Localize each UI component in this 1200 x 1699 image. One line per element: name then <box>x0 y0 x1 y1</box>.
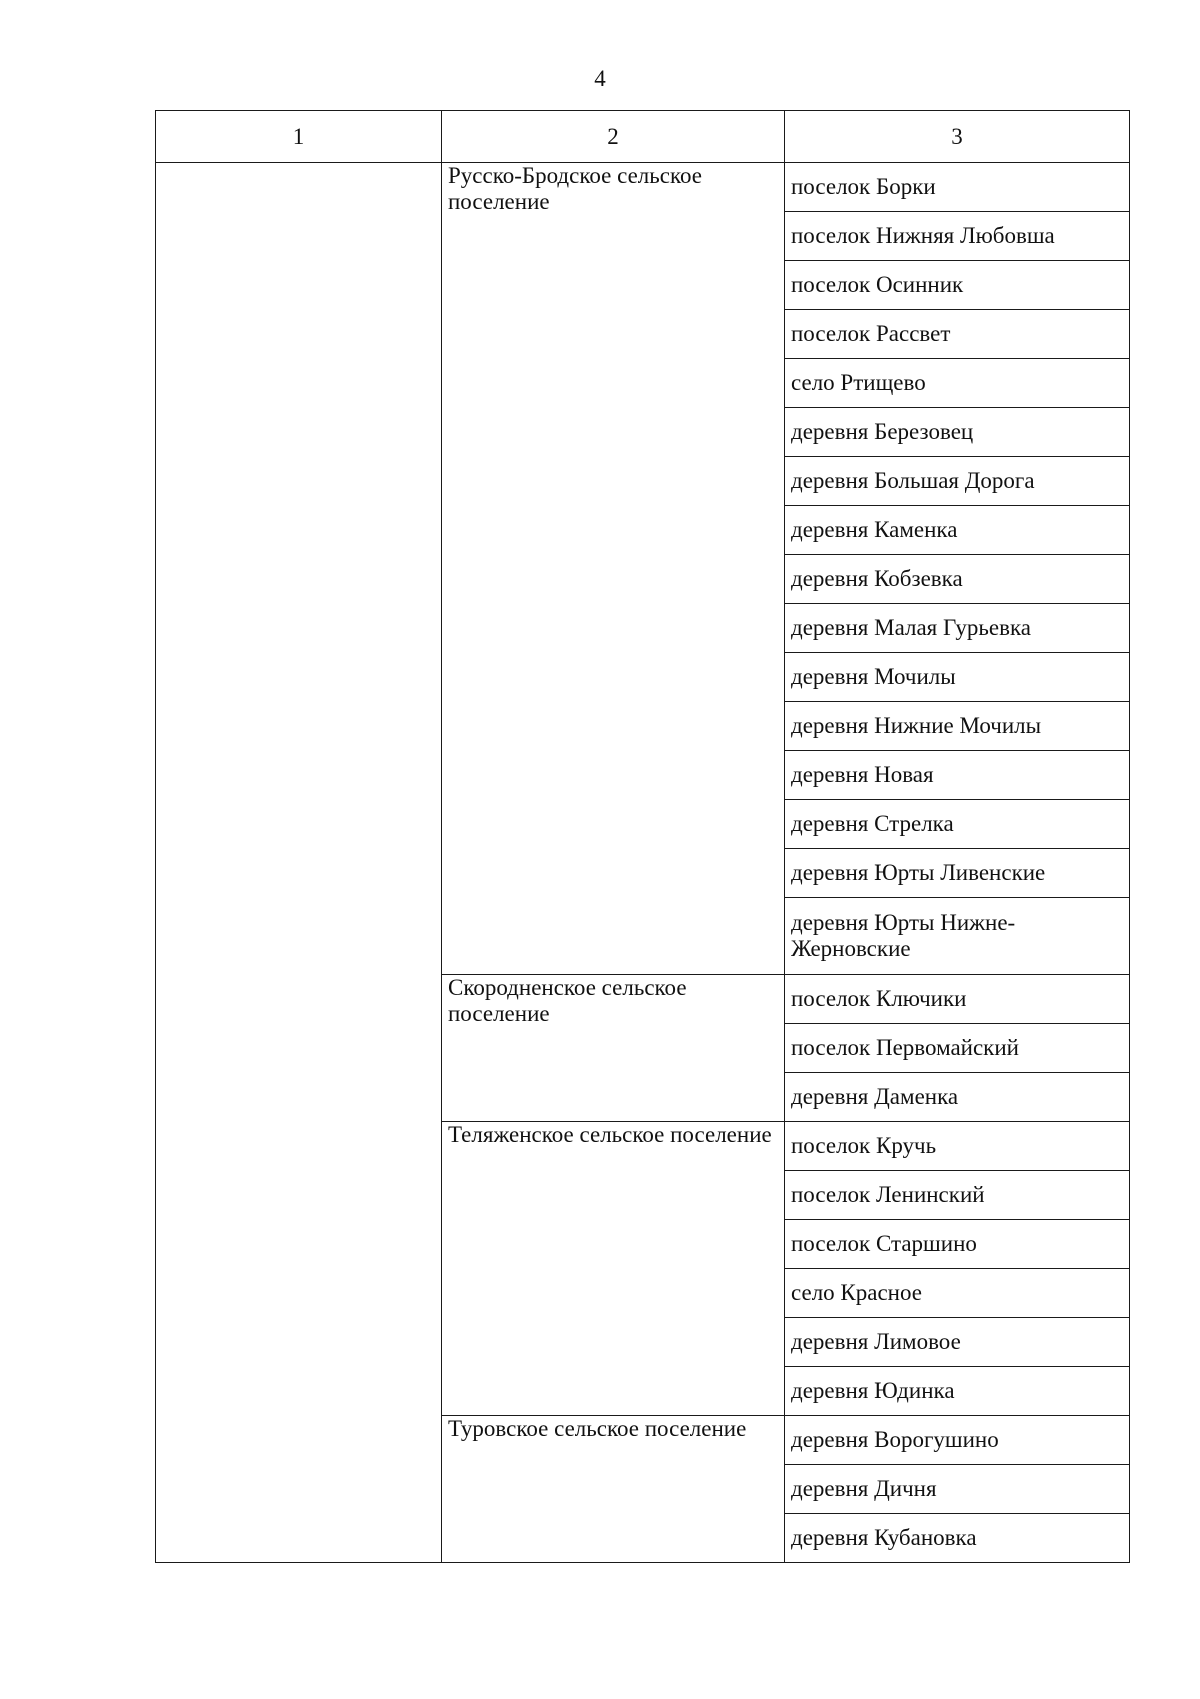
locality-cell: деревня Даменка <box>785 1073 1130 1122</box>
locality-cell: деревня Кобзевка <box>785 555 1130 604</box>
table-header-row <box>156 111 1130 163</box>
settlement-name-skorodnenskoe: Скородненское сельское поселение <box>442 975 785 1122</box>
settlement-name-russko-brodskoe: Русско-Бродское сельское поселение <box>442 163 785 975</box>
settlements-table <box>155 110 1130 1563</box>
locality-cell: деревня Стрелка <box>785 800 1130 849</box>
locality-cell: деревня Каменка <box>785 506 1130 555</box>
locality-cell: деревня Малая Гурьевка <box>785 604 1130 653</box>
locality-cell: поселок Борки <box>785 163 1130 212</box>
locality-cell: поселок Нижняя Любовша <box>785 212 1130 261</box>
locality-cell: поселок Осинник <box>785 261 1130 310</box>
column-header-1: 1 <box>156 111 442 163</box>
locality-cell: деревня Большая Дорога <box>785 457 1130 506</box>
locality-cell: поселок Ключики <box>785 975 1130 1024</box>
locality-cell: деревня Березовец <box>785 408 1130 457</box>
locality-cell: деревня Ворогушино <box>785 1416 1130 1465</box>
locality-cell: село Красное <box>785 1269 1130 1318</box>
locality-cell: деревня Юрты Нижне-Жерновские <box>785 898 1130 975</box>
locality-cell: поселок Первомайский <box>785 1024 1130 1073</box>
column-header-3: 3 <box>785 111 1130 163</box>
locality-cell: поселок Кручь <box>785 1122 1130 1171</box>
locality-cell: деревня Юдинка <box>785 1367 1130 1416</box>
locality-cell: деревня Кубановка <box>785 1514 1130 1563</box>
column-header-2: 2 <box>442 111 785 163</box>
locality-cell: поселок Рассвет <box>785 310 1130 359</box>
settlement-name-telyazhenskoe: Теляженское сельское поселение <box>442 1122 785 1416</box>
locality-cell: деревня Новая <box>785 751 1130 800</box>
locality-cell: поселок Старшино <box>785 1220 1130 1269</box>
table-row <box>156 163 1130 212</box>
locality-cell: деревня Лимовое <box>785 1318 1130 1367</box>
locality-cell: деревня Юрты Ливенские <box>785 849 1130 898</box>
locality-cell: село Ртищево <box>785 359 1130 408</box>
locality-cell: поселок Ленинский <box>785 1171 1130 1220</box>
locality-cell: деревня Дичня <box>785 1465 1130 1514</box>
locality-cell: деревня Нижние Мочилы <box>785 702 1130 751</box>
settlement-name-turovskoe: Туровское сельское поселение <box>442 1416 785 1563</box>
column-1-cell <box>156 163 442 1563</box>
page-number: 4 <box>594 66 606 91</box>
locality-cell: деревня Мочилы <box>785 653 1130 702</box>
